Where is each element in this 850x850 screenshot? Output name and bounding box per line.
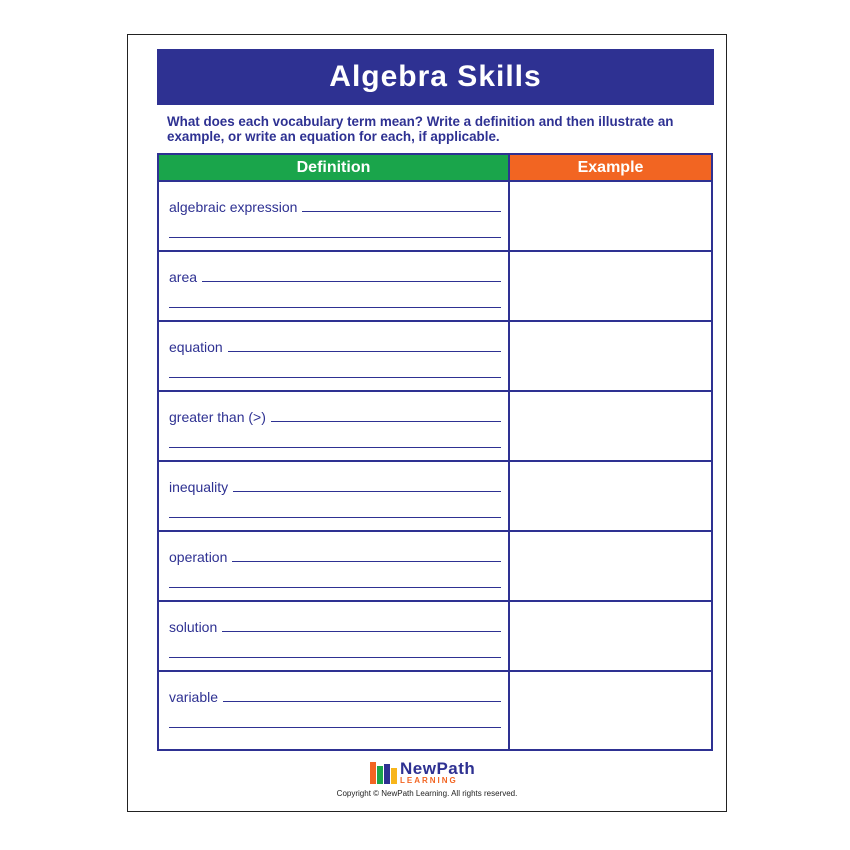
term-cell[interactable] <box>169 199 501 215</box>
blank-line[interactable] <box>169 587 501 588</box>
blank-line[interactable] <box>169 657 501 658</box>
blank-line <box>228 350 501 352</box>
blank-line[interactable] <box>169 237 501 238</box>
term-label: variable <box>169 689 219 705</box>
newpath-logo <box>370 760 475 785</box>
definition-header: Definition <box>159 155 508 180</box>
term-label: inequality <box>169 479 229 495</box>
term-label: solution <box>169 619 218 635</box>
example-header: Example <box>510 155 711 180</box>
table-row <box>159 672 711 742</box>
term-label: equation <box>169 339 223 355</box>
table-row <box>159 252 711 322</box>
term-label: greater than (>) <box>169 409 266 425</box>
blank-line[interactable] <box>169 447 501 448</box>
table-row <box>159 182 711 252</box>
column-divider <box>508 155 510 749</box>
table-row <box>159 392 711 462</box>
term-label: operation <box>169 549 228 565</box>
term-cell[interactable] <box>169 689 501 705</box>
blank-line <box>223 700 501 702</box>
blank-line[interactable] <box>169 377 501 378</box>
blank-line[interactable] <box>169 517 501 518</box>
logo-main-text: NewPath <box>400 759 476 778</box>
logo-sub-text: LEARNING <box>400 776 458 785</box>
blank-line <box>271 420 501 422</box>
blank-line <box>233 490 501 492</box>
instructions-text: What does each vocabulary term mean? Write a definition and then illustrate an example, or write an equation for each, if applicable. <box>167 114 674 144</box>
term-cell[interactable] <box>169 409 501 425</box>
term-cell[interactable] <box>169 619 501 635</box>
term-cell[interactable] <box>169 339 501 355</box>
table-row <box>159 322 711 392</box>
table-row <box>159 602 711 672</box>
term-label: area <box>169 269 198 285</box>
page-title: Algebra Skills <box>157 49 714 105</box>
blank-line <box>302 210 501 212</box>
table-row <box>159 532 711 602</box>
blank-line[interactable] <box>169 727 501 728</box>
books-icon <box>370 762 396 784</box>
vocabulary-table <box>157 153 713 751</box>
term-cell[interactable] <box>169 479 501 495</box>
table-row <box>159 462 711 532</box>
copyright-text: Copyright © NewPath Learning. All rights reserved. <box>336 789 518 798</box>
blank-line <box>202 280 501 282</box>
blank-line <box>232 560 501 562</box>
blank-line <box>222 630 501 632</box>
blank-line[interactable] <box>169 307 501 308</box>
term-cell[interactable] <box>169 269 501 285</box>
term-cell[interactable] <box>169 549 501 565</box>
term-label: algebraic expression <box>169 199 298 215</box>
